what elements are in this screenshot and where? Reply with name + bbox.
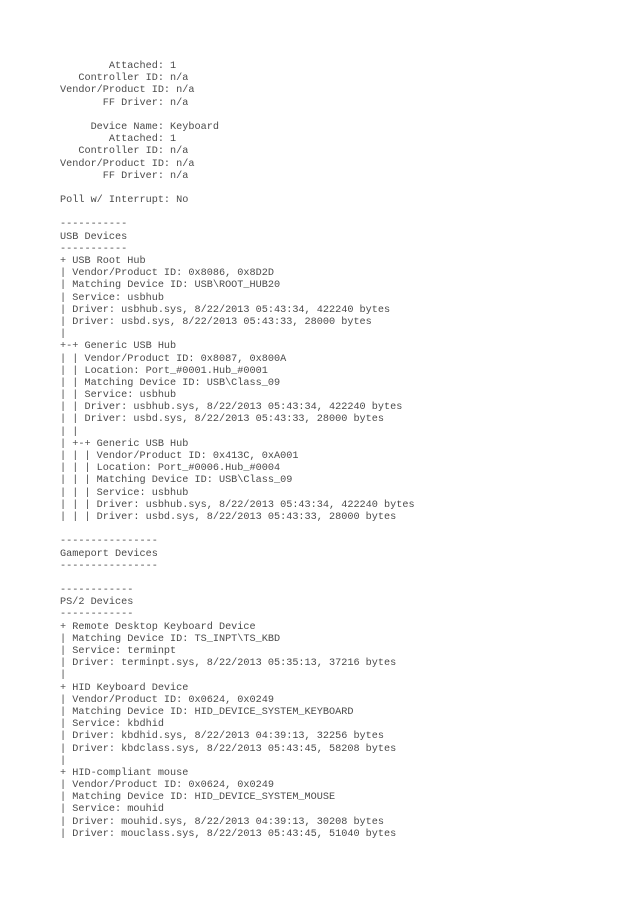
text-line: + HID-compliant mouse — [60, 767, 189, 779]
text-line — [60, 110, 620, 122]
text-line: | Driver: usbhub.sys, 8/22/2013 05:43:34, 422240 bytes — [60, 304, 391, 316]
text-line: | Matching Device ID: TS_INPT\TS_KBD — [60, 633, 281, 645]
text-line: | Vendor/Product ID: 0x0624, 0x0249 — [60, 694, 274, 706]
text-line: Attached: 1 — [60, 134, 177, 146]
text-line: | | Driver: usbd.sys, 8/22/2013 05:43:33, 28000 bytes — [60, 414, 385, 426]
text-line: ----------- — [60, 219, 128, 231]
text-line: Controller ID: n/a — [60, 146, 189, 158]
text-line: +-+ Generic USB Hub — [60, 341, 177, 353]
text-line: + USB Root Hub — [60, 256, 146, 267]
text-line: | | | Driver: usbhub.sys, 8/22/2013 05:43:34, 422240 bytes — [60, 499, 415, 511]
text-line: | | Matching Device ID: USB\Class_09 — [60, 377, 281, 389]
text-line: USB Devices — [60, 231, 128, 243]
document-text — [60, 61, 620, 841]
text-line: | Matching Device ID: HID_DEVICE_SYSTEM_KEYBOARD — [60, 706, 354, 718]
text-line: Attached: 1 — [60, 61, 177, 72]
text-line — [60, 183, 620, 195]
text-line: + HID Keyboard Device — [60, 682, 189, 694]
text-line: | — [60, 329, 67, 341]
text-line: | Service: kbdhid — [60, 719, 164, 731]
text-line: | Service: mouhid — [60, 804, 164, 816]
text-line: | Vendor/Product ID: 0x8086, 0x8D2D — [60, 268, 274, 280]
text-line — [60, 524, 620, 536]
text-line: Device Name: Keyboard — [60, 121, 219, 133]
text-line: Vendor/Product ID: n/a — [60, 158, 195, 170]
text-line: | Driver: mouhid.sys, 8/22/2013 04:39:13, 30208 bytes — [60, 816, 385, 828]
text-line: | | Location: Port_#0001.Hub_#0001 — [60, 365, 268, 377]
text-line: PS/2 Devices — [60, 597, 134, 609]
text-line: Controller ID: n/a — [60, 73, 189, 85]
text-line: | Service: usbhub — [60, 292, 164, 304]
text-line: | | | Vendor/Product ID: 0x413C, 0xA001 — [60, 451, 299, 462]
text-line: | Matching Device ID: HID_DEVICE_SYSTEM_MOUSE — [60, 792, 336, 804]
text-line: Gameport Devices — [60, 548, 158, 560]
text-line: | Driver: usbd.sys, 8/22/2013 05:43:33, 28000 bytes — [60, 316, 372, 328]
text-line: | | | Matching Device ID: USB\Class_09 — [60, 475, 293, 487]
text-line: | Driver: kbdhid.sys, 8/22/2013 04:39:13, 32256 bytes — [60, 731, 385, 743]
text-line: | Driver: mouclass.sys, 8/22/2013 05:43:45, 51040 bytes — [60, 828, 397, 840]
text-line — [60, 207, 620, 219]
text-line: Poll w/ Interrupt: No — [60, 195, 189, 207]
text-line: | | — [60, 426, 79, 438]
text-line: | Vendor/Product ID: 0x0624, 0x0249 — [60, 780, 274, 792]
text-line: + Remote Desktop Keyboard Device — [60, 621, 256, 633]
text-line: Vendor/Product ID: n/a — [60, 85, 195, 97]
text-line: ----------- — [60, 243, 128, 255]
text-line: | Driver: kbdclass.sys, 8/22/2013 05:43:45, 58208 bytes — [60, 743, 397, 755]
text-line: ------------ — [60, 609, 134, 621]
text-line: ---------------- — [60, 560, 158, 572]
text-line: ------------ — [60, 585, 134, 597]
text-line: | | Vendor/Product ID: 0x8087, 0x800A — [60, 353, 287, 365]
text-line: | Driver: terminpt.sys, 8/22/2013 05:35:13, 37216 bytes — [60, 658, 397, 670]
text-line: | — [60, 755, 67, 767]
text-line — [60, 573, 620, 585]
text-line: | Matching Device ID: USB\ROOT_HUB20 — [60, 280, 281, 292]
text-line: FF Driver: n/a — [60, 97, 189, 109]
text-line: | | Service: usbhub — [60, 390, 177, 402]
text-line: | | | Service: usbhub — [60, 487, 189, 499]
text-line: | — [60, 670, 67, 682]
text-line: | | | Driver: usbd.sys, 8/22/2013 05:43:33, 28000 bytes — [60, 511, 397, 523]
text-line: ---------------- — [60, 536, 158, 548]
text-line: | | Driver: usbhub.sys, 8/22/2013 05:43:34, 422240 bytes — [60, 402, 403, 414]
text-line: | Service: terminpt — [60, 646, 177, 657]
text-line: | | | Location: Port_#0006.Hub_#0004 — [60, 463, 281, 475]
text-line: FF Driver: n/a — [60, 170, 189, 182]
text-line: | +-+ Generic USB Hub — [60, 438, 189, 450]
